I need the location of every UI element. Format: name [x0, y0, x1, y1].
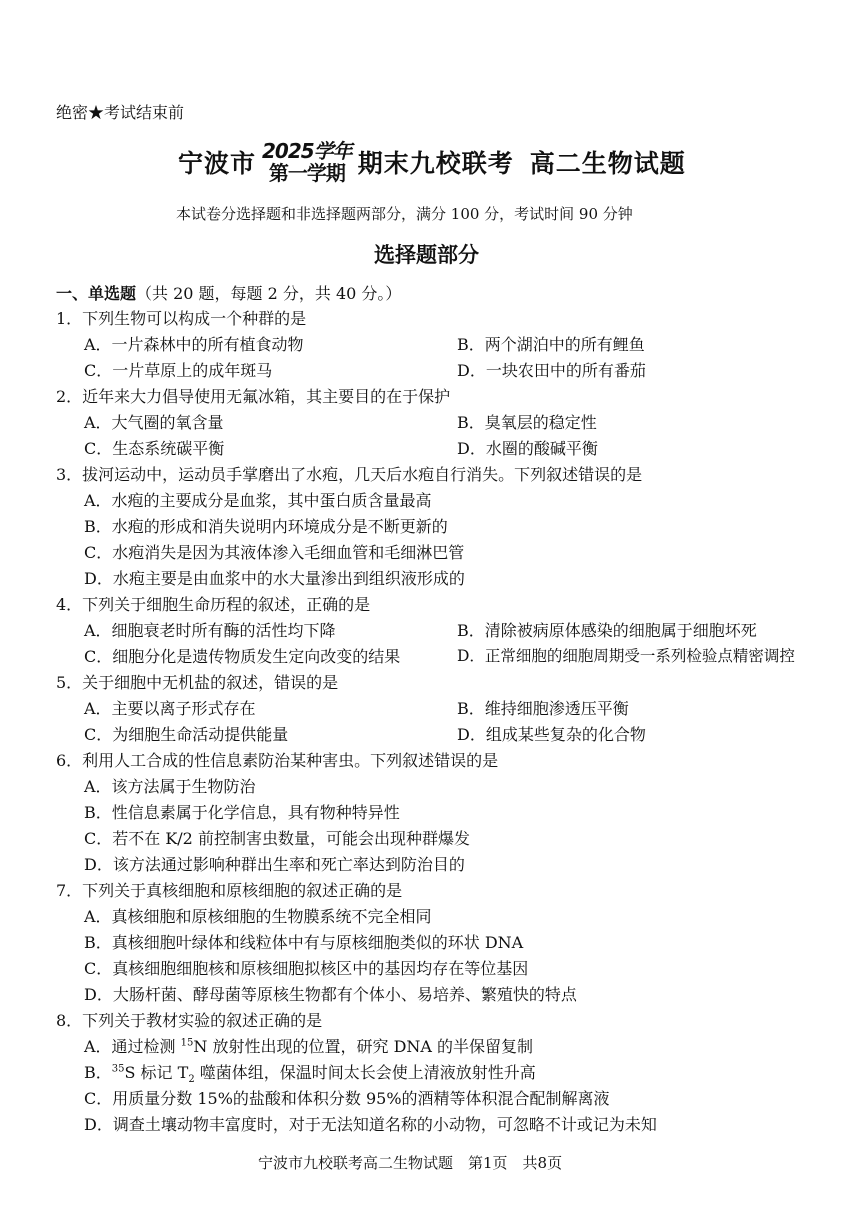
question-6-option-a: A．该方法属于生物防治: [84, 777, 256, 796]
question-2-option-d: D．水圈的酸碱平衡: [457, 439, 598, 458]
question-8-option-c: C．用质量分数 15%的盐酸和体积分数 95%的酒精等体积混合配制解离液: [84, 1089, 610, 1108]
question-5-option-c: C．为细胞生命活动提供能量: [84, 725, 289, 744]
question-6-option-b: B．性信息素属于化学信息，具有物种特异性: [84, 803, 400, 822]
page-footer: 宁波市九校联考高二生物试题 第1页 共8页: [258, 1154, 563, 1172]
question-7-option-a: A．真核细胞和原核细胞的生物膜系统不完全相同: [84, 907, 432, 926]
question-8-option-d: D．调查土壤动物丰富度时，对于无法知道名称的小动物，可忽略不计或记为未知: [84, 1115, 657, 1134]
phage-subscript: 2: [188, 1074, 195, 1086]
term-stamp-year: 2025学年: [262, 139, 352, 163]
question-4-stem: 4．下列关于细胞生命历程的叙述，正确的是: [56, 595, 371, 614]
question-8-option-b-pre: B．: [84, 1063, 112, 1082]
term-stamp: [262, 140, 352, 184]
part-label: 一、单选题: [56, 284, 137, 303]
title-exam: 期末九校联考: [357, 149, 514, 178]
isotope-35-superscript: 35: [111, 1063, 125, 1075]
question-7-option-d: D．大肠杆菌、酵母菌等原核生物都有个体小、易培养、繁殖快的特点: [84, 985, 577, 1004]
part-heading: [56, 281, 401, 304]
section-title: 选择题部分: [374, 242, 479, 267]
question-6-option-c: C．若不在 K/2 前控制害虫数量，可能会出现种群爆发: [84, 829, 470, 848]
title-subject: 高二生物试题: [529, 149, 686, 178]
question-8-option-a-pre: A．通过检测: [84, 1037, 181, 1056]
part-note: （共 20 题，每题 2 分，共 40 分。）: [136, 284, 402, 303]
question-1-option-b: B．两个湖泊中的所有鲤鱼: [457, 335, 645, 354]
question-3-option-a: A．水疱的主要成分是血浆，其中蛋白质含量最高: [84, 491, 432, 510]
question-7-option-c: C．真核细胞细胞核和原核细胞拟核区中的基因均存在等位基因: [84, 959, 529, 978]
question-5-option-b: B．维持细胞渗透压平衡: [457, 699, 629, 718]
question-3-stem: 3．拔河运动中，运动员手掌磨出了水疱，几天后水疱自行消失。下列叙述错误的是: [56, 465, 643, 484]
term-stamp-semester: 第一学期: [268, 161, 345, 185]
question-1-option-a: A．一片森林中的所有植食动物: [84, 335, 304, 354]
question-4-option-c: C．细胞分化是遗传物质发生定向改变的结果: [84, 647, 401, 666]
question-7-option-b: B．真核细胞叶绿体和线粒体中有与原核细胞类似的环状 DNA: [84, 933, 524, 952]
question-8-option-b-mid: S 标记 T: [124, 1063, 189, 1082]
question-5-stem: 5．关于细胞中无机盐的叙述，错误的是: [56, 673, 339, 692]
exam-instructions: 本试卷分选择题和非选择题两部分，满分 100 分，考试时间 90 分钟: [176, 205, 633, 223]
question-3-option-d: D．水疱主要是由血浆中的水大量渗出到组织液形成的: [84, 569, 465, 588]
question-6-option-d: D．该方法通过影响种群出生率和死亡率达到防治目的: [84, 855, 465, 874]
question-8-option-b-post: 噬菌体组，保温时间太长会使上清液放射性升高: [194, 1063, 536, 1082]
question-8-option-a: [84, 1034, 533, 1057]
question-1-stem: 1．下列生物可以构成一个种群的是: [56, 309, 307, 328]
question-8-stem: 8．下列关于教材实验的叙述正确的是: [56, 1011, 323, 1030]
question-5-option-a: A．主要以离子形式存在: [84, 699, 256, 718]
question-2-option-b: B．臭氧层的稳定性: [457, 413, 597, 432]
question-8-option-b: [84, 1060, 536, 1085]
question-7-stem: 7．下列关于真核细胞和原核细胞的叙述正确的是: [56, 881, 403, 900]
isotope-15-superscript: 15: [180, 1037, 194, 1049]
question-2-option-c: C．生态系统碳平衡: [84, 439, 225, 458]
question-3-option-b: B．水疱的形成和消失说明内环境成分是不断更新的: [84, 517, 448, 536]
question-8-option-a-post: N 放射性出现的位置，研究 DNA 的半保留复制: [193, 1037, 534, 1056]
question-5-option-d: D．组成某些复杂的化合物: [457, 725, 646, 744]
question-4-option-d: D．正常细胞的细胞周期受一系列检验点精密调控: [457, 647, 795, 665]
confidential-label: 绝密★考试结束前: [56, 103, 185, 122]
question-2-option-a: A．大气圈的氧含量: [84, 413, 224, 432]
exam-title: [178, 134, 686, 190]
question-1-option-d: D．一块农田中的所有番茄: [457, 361, 646, 380]
question-4-option-b: B．清除被病原体感染的细胞属于细胞坏死: [457, 621, 757, 640]
question-3-option-c: C．水疱消失是因为其液体渗入毛细血管和毛细淋巴管: [84, 543, 465, 562]
question-1-option-c: C．一片草原上的成年斑马: [84, 361, 273, 380]
question-2-stem: 2．近年来大力倡导使用无氟冰箱，其主要目的在于保护: [56, 387, 451, 406]
question-4-option-a: A．细胞衰老时所有酶的活性均下降: [84, 621, 336, 640]
question-6-stem: 6．利用人工合成的性信息素防治某种害虫。下列叙述错误的是: [56, 751, 499, 770]
title-city: 宁波市: [178, 149, 257, 178]
